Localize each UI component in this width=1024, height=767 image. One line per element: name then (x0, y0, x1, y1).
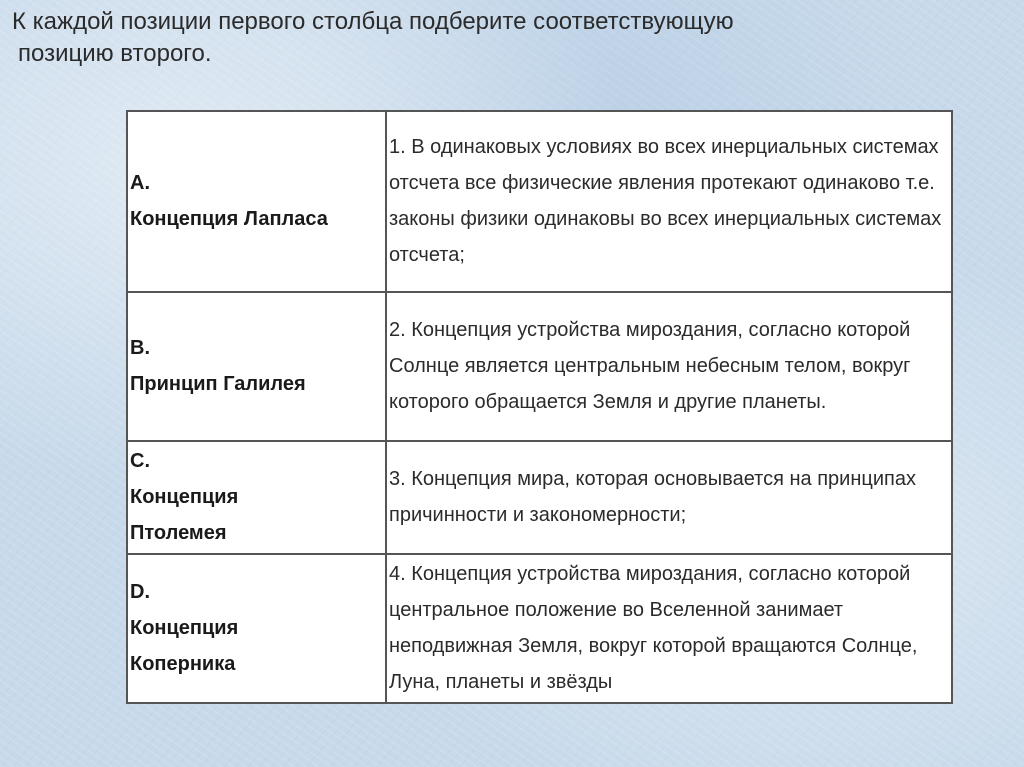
slide-title (12, 6, 992, 70)
concept-cell-a (127, 111, 386, 292)
table-row (127, 292, 952, 441)
concept-cell-b (127, 292, 386, 441)
concept-name: Концепция Лапласа (130, 208, 328, 230)
concept-letter: С. (130, 450, 150, 472)
definition-cell-2: 2. Концепция устройства мироздания, согласно которой Солнце является центральным небесным телом, вокруг которого обращается Земля и другие планеты. (386, 292, 952, 441)
concept-cell-d (127, 554, 386, 703)
concept-name-line-1: Концепция (130, 486, 239, 508)
concept-letter: А. (130, 172, 150, 194)
table-row (127, 554, 952, 703)
table-row (127, 111, 952, 292)
concept-name-line-2: Птолемея (130, 522, 227, 544)
concept-name-line-1: Концепция (130, 617, 239, 639)
definition-cell-3: 3. Концепция мира, которая основывается на принципах причинности и закономерности; (386, 441, 952, 554)
title-line-2: позицию второго. (18, 40, 212, 67)
matching-table (126, 110, 953, 704)
definition-cell-1: 1. В одинаковых условиях во всех инерциальных системах отсчета все физические явления протекают одинаково т.е. законы физики одинаковы во всех инерциальных системах отсчета; (386, 111, 952, 292)
concept-letter: D. (130, 581, 150, 603)
definition-cell-4: 4. Концепция устройства мироздания, согласно которой центральное положение во Вселенной занимает неподвижная Земля, вокруг которой вращаются Солнце, Луна, планеты и звёзды (386, 554, 952, 703)
concept-name-line-2: Коперника (130, 653, 236, 675)
concept-cell-c (127, 441, 386, 554)
concept-name: Принцип Галилея (130, 373, 306, 395)
table-row (127, 441, 952, 554)
title-line-1: К каждой позиции первого столбца подберите соответствующую (12, 8, 734, 35)
concept-letter: В. (130, 337, 150, 359)
